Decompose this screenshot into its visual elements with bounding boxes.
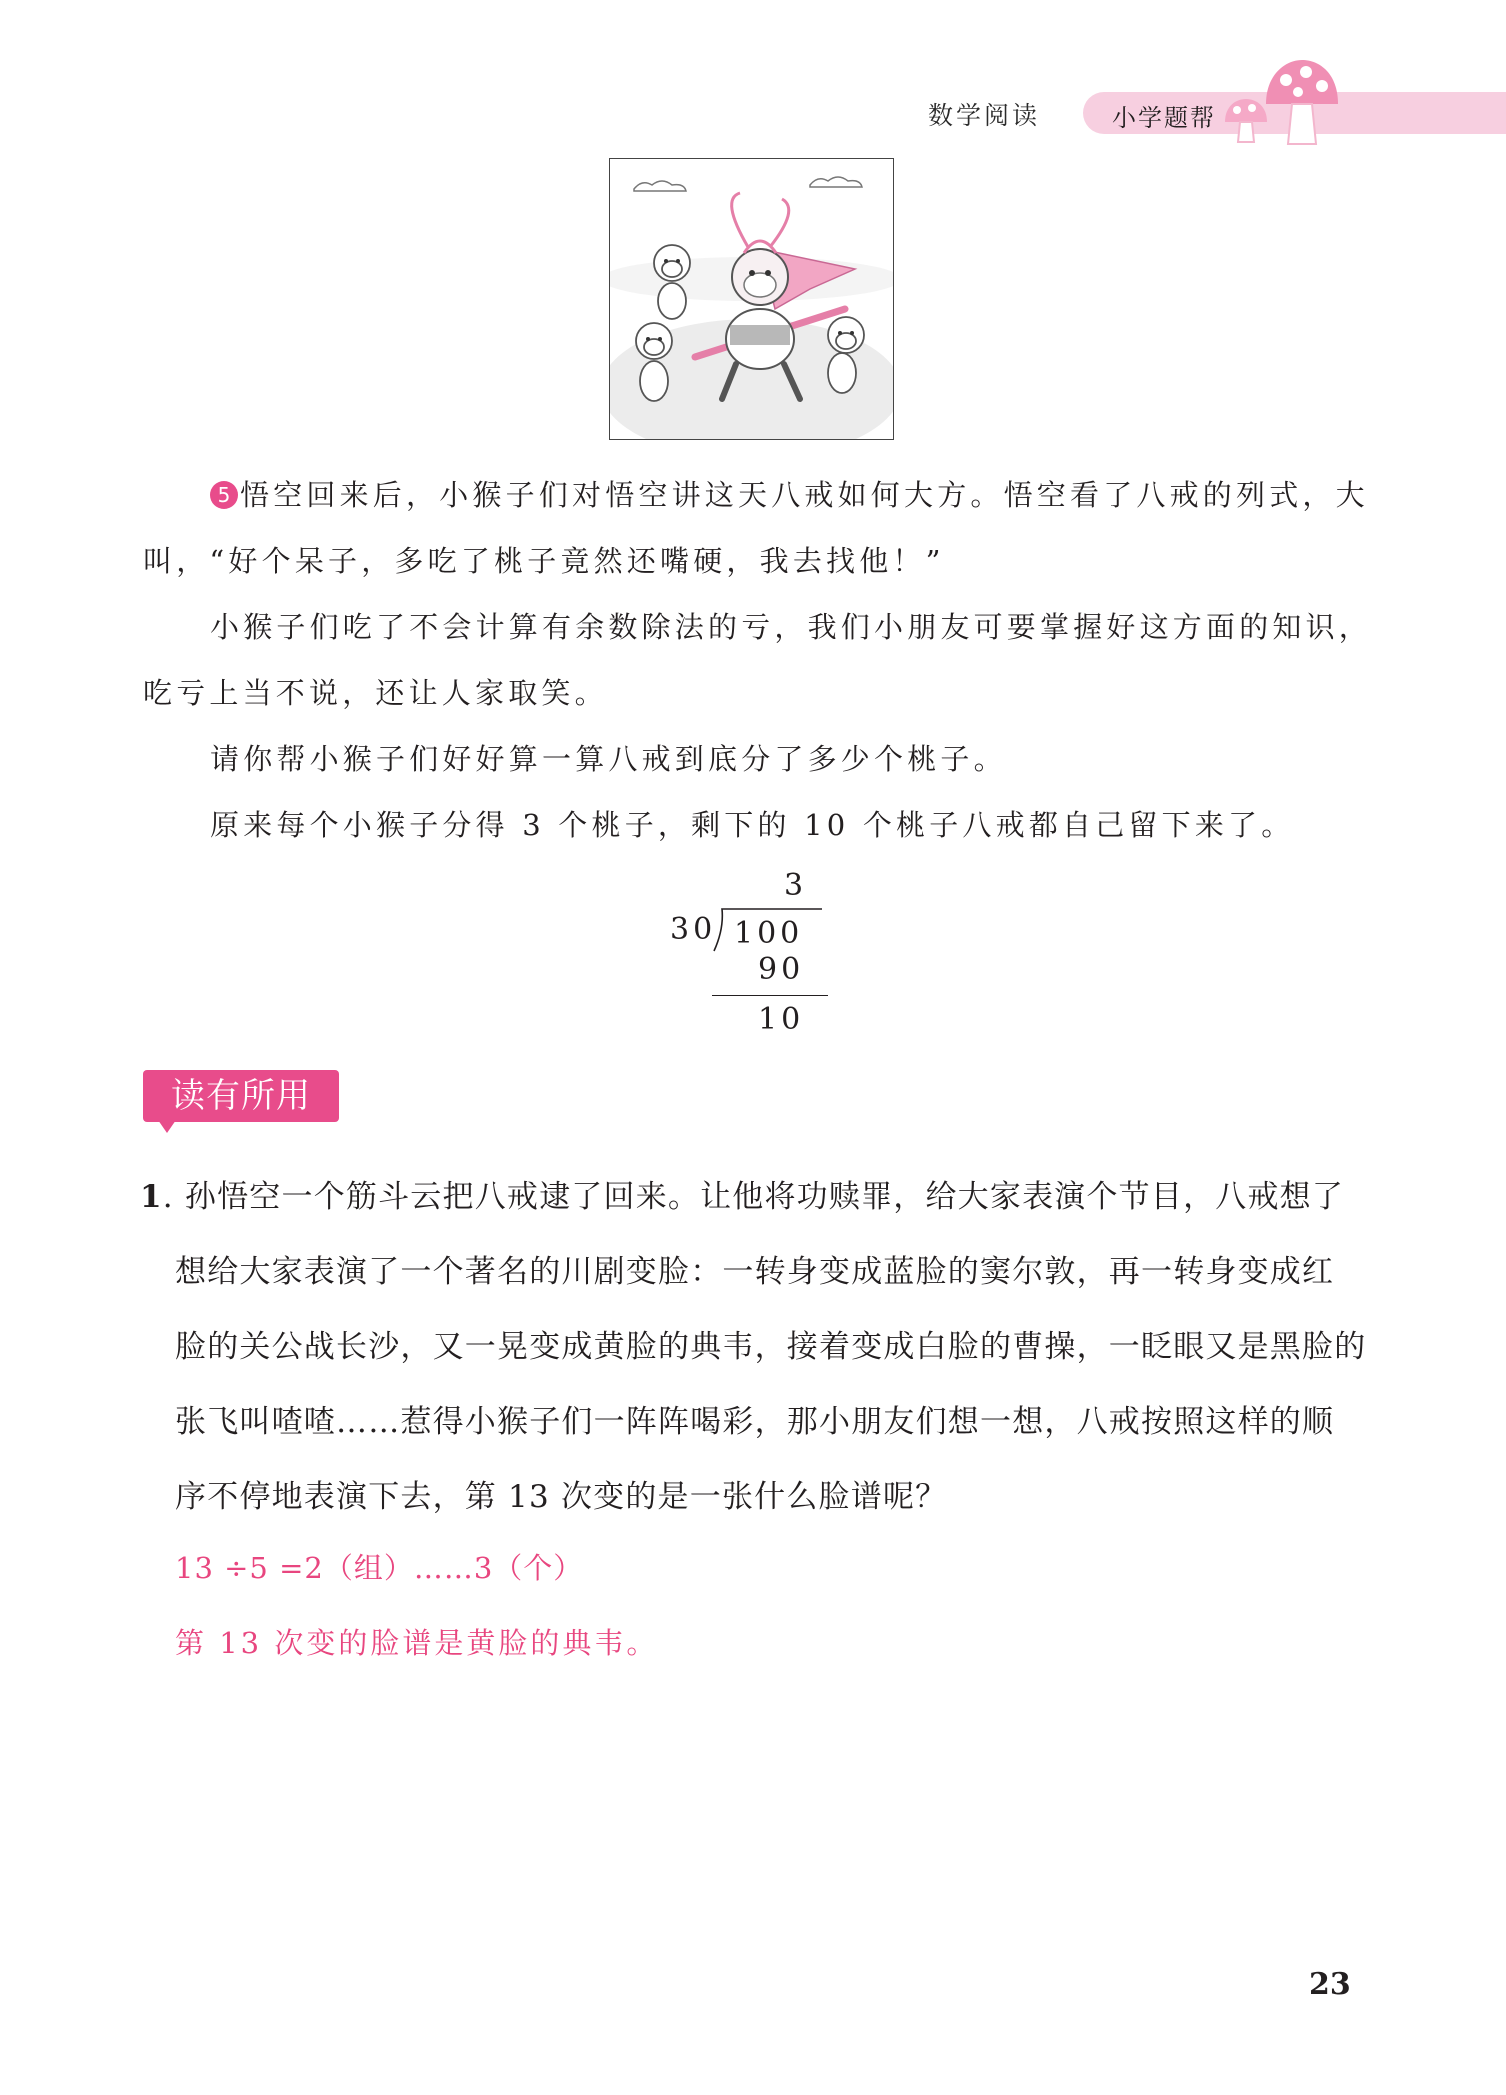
answer-line-2: 第 13 次变的脸谱是黄脸的典韦。 bbox=[175, 1626, 659, 1660]
question-text: . 孙悟空一个筋斗云把八戒逮了回来。让他将功赎罪，给大家表演个节目，八戒想了 bbox=[162, 1179, 1345, 1215]
question-line-3: 脸的关公战长沙，又一晃变成黄脸的典韦，接着变成白脸的曹操，一眨眼又是黑脸的 bbox=[175, 1329, 1367, 1365]
page-number: 23 bbox=[1309, 1967, 1351, 2002]
section-tag: 读有所用 bbox=[143, 1070, 339, 1122]
story-paragraph-2-line-2: 吃亏上当不说，还让人家取笑。 bbox=[143, 676, 608, 710]
story-text: 悟空回来后，小猴子们对悟空讲这天八戒如何大方。悟空看了八戒的列式，大 bbox=[240, 478, 1369, 512]
division-remainder: 10 bbox=[758, 1002, 805, 1037]
story-paragraph-2-line-1: 小猴子们吃了不会计算有余数除法的亏，我们小朋友可要掌握好这方面的知识， bbox=[210, 610, 1373, 644]
section-tag-tail bbox=[158, 1120, 176, 1133]
division-divisor: 30 bbox=[670, 912, 717, 947]
division-dividend: 100 bbox=[734, 916, 804, 951]
story-number-badge: 5 bbox=[210, 481, 238, 509]
answer-line-1: 13 ÷5 =2（组）……3（个） bbox=[175, 1551, 584, 1585]
question-line-2: 想给大家表演了一个著名的川剧变脸：一转身变成蓝脸的窦尔敦，再一转身变成红 bbox=[175, 1254, 1335, 1290]
story-paragraph-3: 请你帮小猴子们好好算一算八戒到底分了多少个桃子。 bbox=[210, 742, 1007, 776]
small-mushroom-icon bbox=[1222, 96, 1270, 144]
question-line-5: 序不停地表演下去，第 13 次变的是一张什么脸谱呢？ bbox=[175, 1479, 948, 1515]
mushroom-icon bbox=[1262, 56, 1342, 148]
question-line-4: 张飞叫喳喳……惹得小猴子们一阵阵喝彩，那小朋友们想一想，八戒按照这样的顺 bbox=[175, 1404, 1335, 1440]
story-paragraph-4: 原来每个小猴子分得 3 个桃子，剩下的 10 个桃子八戒都自己留下来了。 bbox=[210, 808, 1295, 842]
book-title: 数学阅读 bbox=[928, 101, 1041, 130]
story-paragraph-1-line-2: 叫，“好个呆子，多吃了桃子竟然还嘴硬，我去找他！” bbox=[143, 544, 945, 578]
division-line bbox=[712, 995, 828, 996]
question-line-1 bbox=[140, 1171, 1344, 1216]
story-illustration bbox=[609, 158, 894, 440]
story-paragraph-1-line-1 bbox=[210, 473, 1369, 514]
division-quotient: 3 bbox=[784, 868, 808, 903]
question-number: 1 bbox=[140, 1179, 163, 1215]
series-title: 小学题帮 bbox=[1112, 104, 1216, 132]
monkey-king-illustration-icon bbox=[610, 159, 893, 439]
division-product: 90 bbox=[758, 952, 805, 987]
